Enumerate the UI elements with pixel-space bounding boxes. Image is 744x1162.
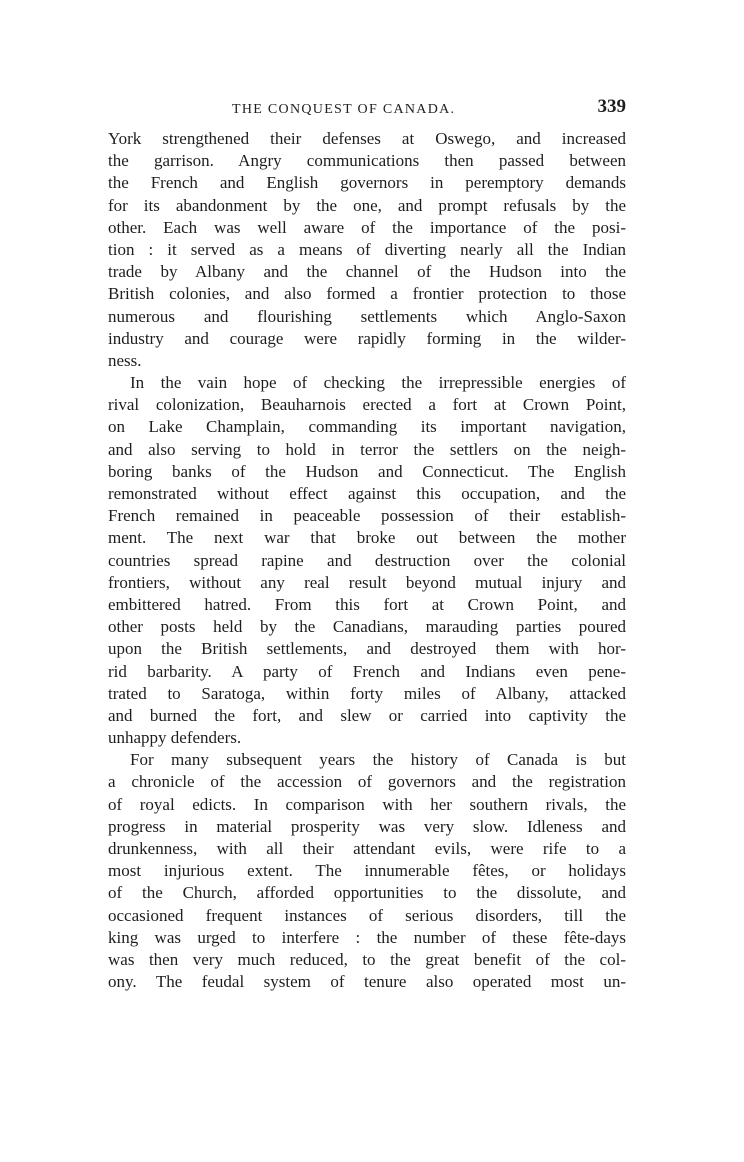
text-line: countries spread rapine and destruction over the colonial (108, 550, 626, 570)
text-line: progress in material prosperity was very slow. Idleness and (108, 816, 626, 836)
text-line: York strengthened their defenses at Oswego, and increased (108, 129, 626, 148)
text-line: ness. (108, 350, 142, 370)
text-line: rival colonization, Beauharnois erected a fort at Crown Point, (108, 395, 626, 415)
text-line: frontiers, without any real result beyond mutual injury and (108, 572, 626, 592)
text-line: of royal edicts. In comparison with her southern rivals, the (108, 794, 626, 814)
body-text (108, 128, 626, 993)
text-line: the French and English governors in peremptory demands (108, 173, 626, 193)
running-title: THE CONQUEST OF CANADA. (232, 102, 456, 117)
text-line: French remained in peaceable possession of their establish- (108, 506, 626, 526)
text-line: and burned the fort, and slew or carried into captivity the (108, 705, 626, 725)
text-line: ment. The next war that broke out between the mother (108, 528, 626, 548)
running-header (108, 96, 626, 120)
text-line: king was urged to interfere : the number of these fête-days (108, 927, 626, 947)
text-line: upon the British settlements, and destroyed them with hor- (108, 639, 626, 659)
text-line: tion : it served as a means of diverting nearly all the Indian (108, 239, 626, 259)
text-line: numerous and flourishing settlements which Anglo-Saxon (108, 306, 626, 326)
paragraph (108, 128, 626, 372)
paragraph (108, 372, 626, 749)
text-line: drunkenness, with all their attendant evils, were rife to a (108, 839, 626, 858)
text-line: For many subsequent years the history of Canada is but (130, 750, 626, 770)
text-line: occasioned frequent instances of serious disorders, till the (108, 905, 626, 925)
text-line: other posts held by the Canadians, marauding parties poured (108, 617, 626, 637)
text-line: rid barbarity. A party of French and Indians even pene- (108, 661, 626, 681)
paragraph (108, 749, 626, 993)
text-line: other. Each was well aware of the importance of the posi- (108, 217, 626, 237)
text-line: industry and courage were rapidly forming in the wilder- (108, 328, 626, 348)
text-line: for its abandonment by the one, and prompt refusals by the (108, 195, 626, 215)
text-line: embittered hatred. From this fort at Crown Point, and (108, 594, 626, 614)
text-line: a chronicle of the accession of governors and the registration (108, 772, 626, 792)
text-line: ony. The feudal system of tenure also operated most un- (108, 972, 626, 992)
text-line: remonstrated without effect against this occupation, and the (108, 484, 626, 503)
text-line: trated to Saratoga, within forty miles of Albany, attacked (108, 683, 626, 703)
text-line: of the Church, afforded opportunities to the dissolute, and (108, 883, 626, 903)
text-line: most injurious extent. The innumerable fêtes, or holidays (108, 861, 626, 881)
page-number: 339 (597, 96, 626, 117)
text-line: and also serving to hold in terror the settlers on the neigh- (108, 439, 626, 459)
text-line: on Lake Champlain, commanding its important navigation, (108, 417, 626, 437)
text-line: unhappy defenders. (108, 728, 242, 748)
text-line: was then very much reduced, to the great benefit of the col- (108, 949, 626, 969)
text-line: trade by Albany and the channel of the Hudson into the (108, 262, 626, 282)
text-line: In the vain hope of checking the irrepressible energies of (130, 373, 626, 393)
text-line: boring banks of the Hudson and Connecticut. The English (108, 461, 626, 481)
text-line: British colonies, and also formed a frontier protection to those (108, 284, 626, 304)
text-line: the garrison. Angry communications then passed between (108, 151, 626, 171)
